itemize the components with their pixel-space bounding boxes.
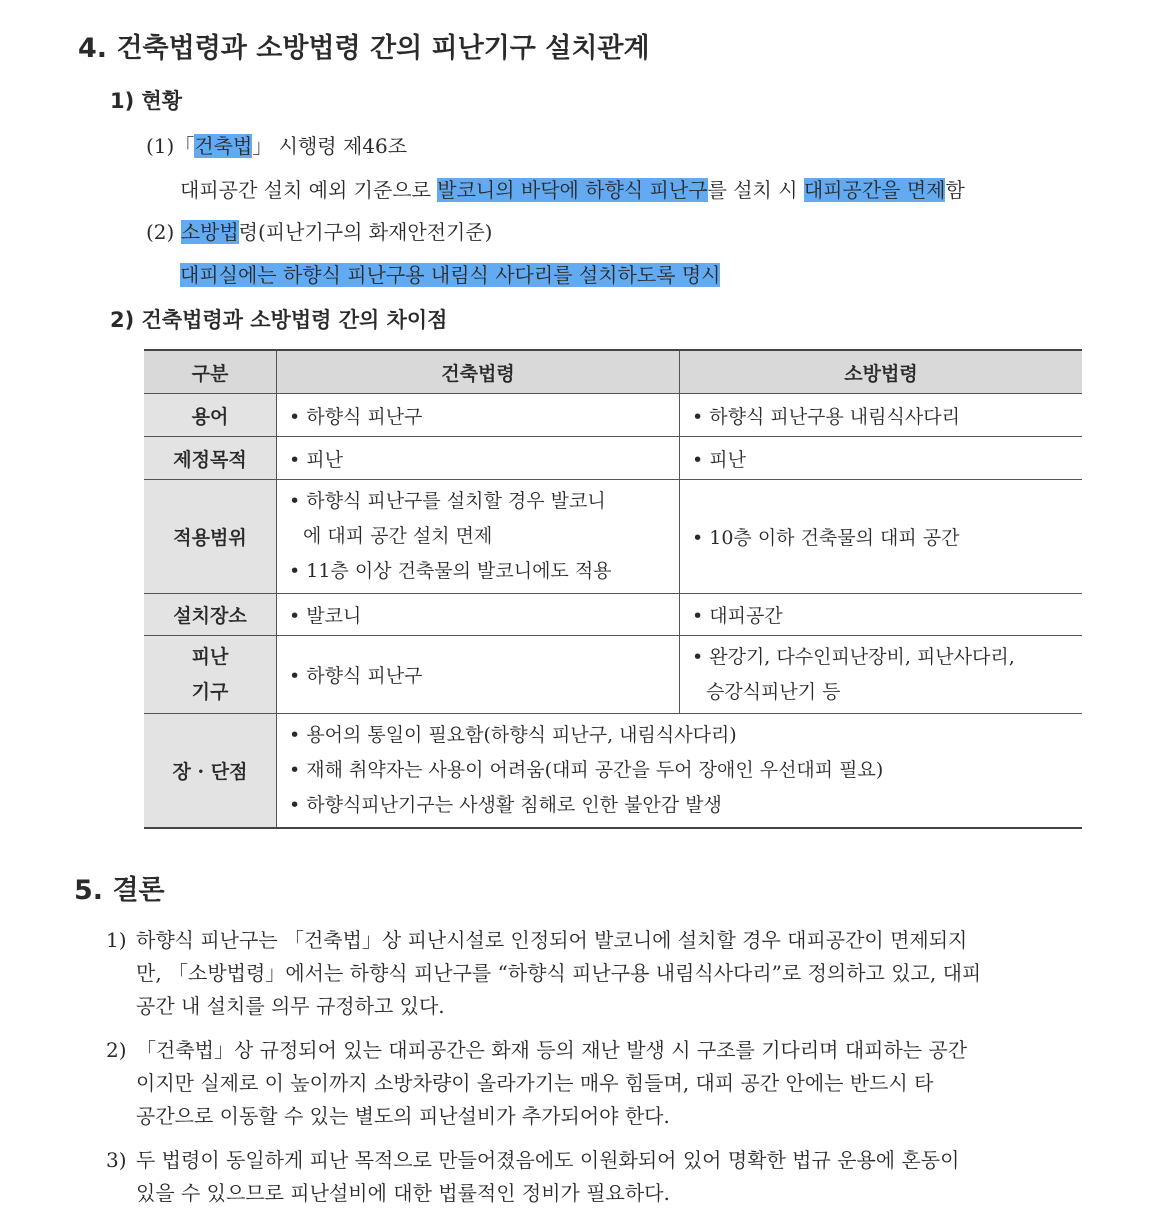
cell-device-building: • 하향식 피난구 bbox=[277, 636, 680, 714]
conclusion-2-number: 2) bbox=[106, 1038, 127, 1062]
conclusion-3-line-2: 있을 수 있으므로 피난설비에 대한 법률적인 정비가 필요하다. bbox=[136, 1181, 670, 1205]
section-5-title: 5. 결론 bbox=[74, 875, 165, 906]
proscons-line-2: • 재해 취약자는 사용이 어려움(대피 공간을 두어 장애인 우선대피 필요) bbox=[289, 758, 884, 781]
item-2-law-highlight: 소방법 bbox=[180, 220, 239, 244]
device-fire-line-1: • 완강기, 다수인피난장비, 피난사다리, bbox=[692, 645, 1015, 668]
item-1-desc-highlight-1: 발코니의 바닥에 하향식 피난구 bbox=[437, 178, 708, 202]
item-2-heading bbox=[146, 216, 492, 245]
scope-building-line-3: • 11층 이상 건축물의 발코니에도 적용 bbox=[289, 560, 612, 582]
item-2-number: (2) bbox=[146, 220, 175, 244]
item-1-heading bbox=[146, 130, 407, 159]
scope-building-line-1: • 하향식 피난구를 설치할 경우 발코니 bbox=[289, 490, 606, 512]
conclusion-3-number: 3) bbox=[106, 1148, 127, 1172]
row-label-place: 설치장소 bbox=[144, 594, 277, 636]
proscons-line-1: • 용어의 통일이 필요함(하향식 피난구, 내림식사다리) bbox=[289, 723, 737, 746]
item-1-desc-a: 대피공간 설치 예외 기준으로 bbox=[180, 178, 438, 202]
cell-term-fire: • 하향식 피난구용 내림식사다리 bbox=[680, 394, 1083, 437]
subsection-1-title: 1) 현황 bbox=[110, 89, 183, 113]
row-label-device bbox=[144, 636, 277, 714]
conclusion-1-number: 1) bbox=[106, 928, 127, 952]
cell-term-building: • 하향식 피난구 bbox=[277, 394, 680, 437]
item-2-desc-highlight: 대피실에는 하향식 피난구용 내림식 사다리를 설치하도록 명시 bbox=[180, 263, 721, 287]
item-1-desc-b: 를 설치 시 bbox=[707, 178, 804, 202]
conclusion-2-line-3: 공간으로 이동할 수 있는 별도의 피난설비가 추가되어야 한다. bbox=[136, 1104, 670, 1128]
table-row-scope bbox=[144, 480, 1082, 594]
table-row-term bbox=[144, 394, 1082, 437]
conclusion-1-line-1: 하향식 피난구는 「건축법」상 피난시설로 인정되어 발코니에 설치할 경우 대피공간이 면제되지 bbox=[136, 928, 968, 952]
conclusion-1-line-3: 공간 내 설치를 의무 규정하고 있다. bbox=[136, 994, 445, 1018]
table-row-purpose bbox=[144, 437, 1082, 480]
row-label-purpose: 제정목적 bbox=[144, 437, 277, 480]
item-1-rest: 시행령 제46조 bbox=[272, 134, 408, 158]
device-label-line-2: 기구 bbox=[191, 680, 229, 703]
table-row-place bbox=[144, 594, 1082, 636]
conclusion-2-line-1: 「건축법」상 규정되어 있는 대피공간은 화재 등의 재난 발생 시 구조를 기다리며 대피하는 공간 bbox=[136, 1038, 968, 1062]
proscons-line-3: • 하향식피난기구는 사생활 침해로 인한 불안감 발생 bbox=[289, 793, 722, 816]
row-label-proscons: 장 · 단점 bbox=[144, 714, 277, 828]
item-1-open-bracket: 「 bbox=[174, 134, 195, 158]
cell-purpose-building: • 피난 bbox=[277, 437, 680, 480]
cell-place-fire: • 대피공간 bbox=[680, 594, 1083, 636]
subsection-2-title: 2) 건축법령과 소방법령 간의 차이점 bbox=[110, 308, 448, 332]
header-category: 구분 bbox=[144, 350, 277, 394]
cell-place-building: • 발코니 bbox=[277, 594, 680, 636]
header-building-law: 건축법령 bbox=[277, 350, 680, 394]
conclusion-paragraph-3 bbox=[106, 1144, 1086, 1210]
conclusion-paragraph-1 bbox=[106, 924, 1086, 1023]
cell-proscons bbox=[277, 714, 1083, 828]
item-1-desc-highlight-2: 대피공간을 면제 bbox=[803, 178, 946, 202]
conclusion-2-line-2: 이지만 실제로 이 높이까지 소방차량이 올라가기는 매우 힘들며, 대피 공간 안에는 반드시 타 bbox=[136, 1071, 934, 1095]
cell-device-fire bbox=[680, 636, 1083, 714]
comparison-table bbox=[144, 349, 1082, 829]
conclusion-3-line-1: 두 법령이 동일하게 피난 목적으로 만들어졌음에도 이원화되어 있어 명확한 법규 운용에 혼동이 bbox=[136, 1148, 960, 1172]
device-label-line-1: 피난 bbox=[191, 645, 229, 668]
scope-building-line-2: 에 대피 공간 설치 면제 bbox=[303, 525, 493, 547]
cell-scope-fire: • 10층 이하 건축물의 대피 공간 bbox=[680, 480, 1083, 594]
table-header-row bbox=[144, 350, 1082, 394]
conclusion-paragraph-2 bbox=[106, 1034, 1086, 1133]
cell-purpose-fire: • 피난 bbox=[680, 437, 1083, 480]
item-1-law-highlight: 건축법 bbox=[194, 134, 253, 158]
item-1-desc-c: 함 bbox=[945, 178, 965, 202]
item-2-description bbox=[180, 259, 720, 288]
header-fire-law: 소방법령 bbox=[680, 350, 1083, 394]
table-row-device bbox=[144, 636, 1082, 714]
item-2-rest: 령(피난기구의 화재안전기준) bbox=[238, 220, 493, 244]
item-1-number: (1) bbox=[146, 134, 175, 158]
item-1-close-bracket: 」 bbox=[252, 134, 273, 158]
table-row-proscons bbox=[144, 714, 1082, 828]
row-label-scope: 적용범위 bbox=[144, 480, 277, 594]
section-4-title: 4. 건축법령과 소방법령 간의 피난기구 설치관계 bbox=[78, 33, 650, 64]
cell-scope-building bbox=[277, 480, 680, 594]
conclusion-1-line-2: 만, 「소방법령」에서는 하향식 피난구를 “하향식 피난구용 내림식사다리”로 정의하고 있고, 대피 bbox=[136, 961, 982, 985]
row-label-term: 용어 bbox=[144, 394, 277, 437]
device-fire-line-2: 승강식피난기 등 bbox=[706, 680, 841, 703]
item-1-description bbox=[180, 174, 965, 203]
